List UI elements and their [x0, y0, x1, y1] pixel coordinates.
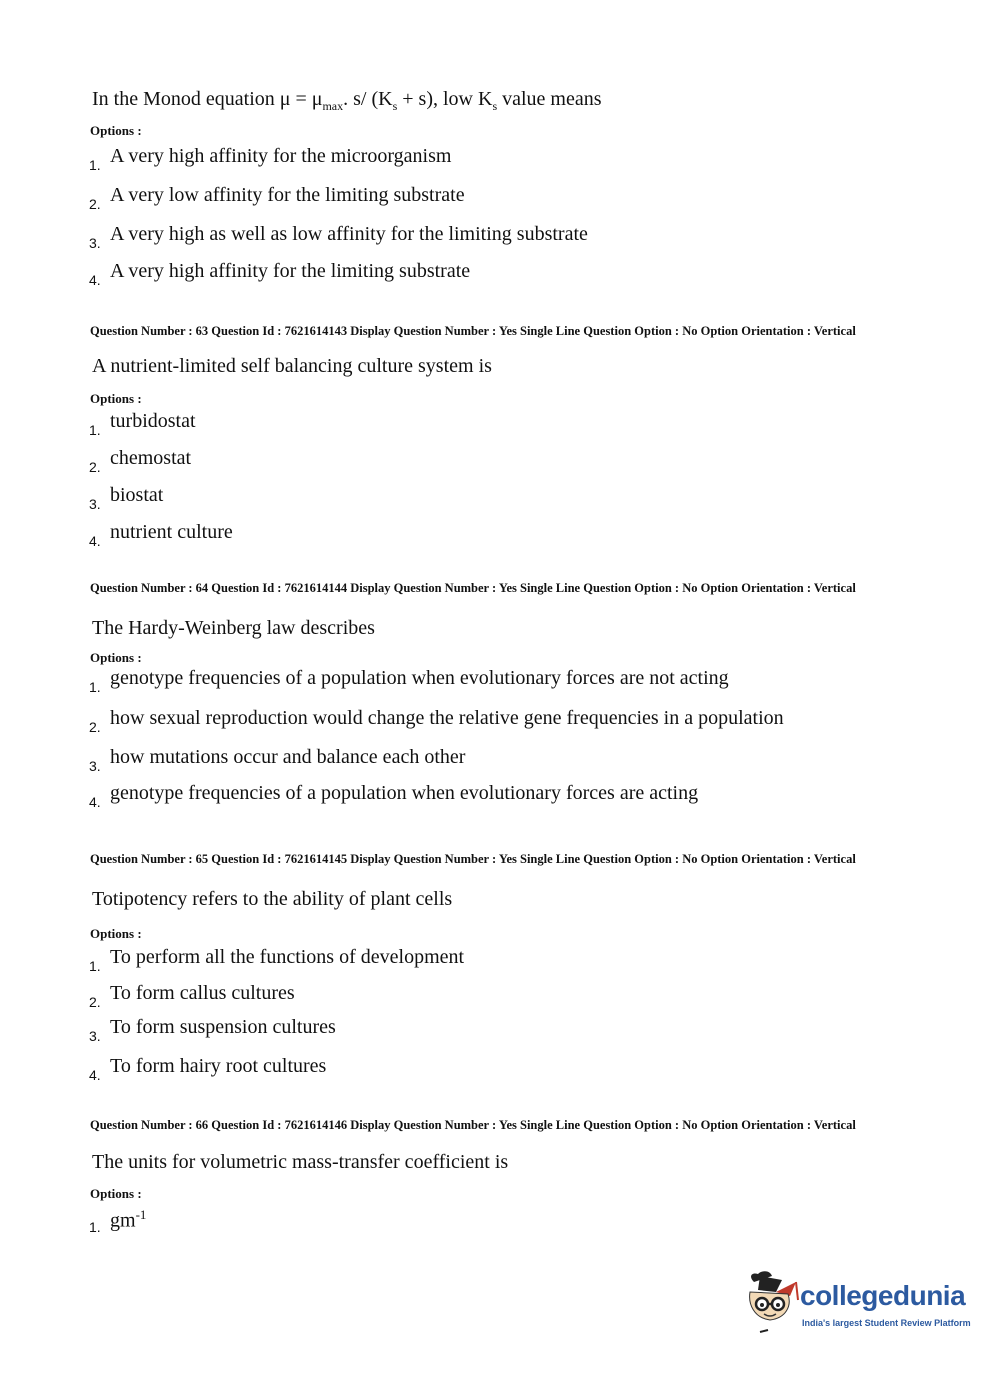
question-64-text: The Hardy-Weinberg law describes	[92, 617, 375, 639]
options-label: Options :	[90, 391, 142, 406]
question-65-meta: Question Number : 65 Question Id : 7621614145 Display Question Number : Yes Single Line Question Option : No Option Orientation : Vertical	[90, 852, 856, 866]
question-65-text: Totipotency refers to the ability of plant cells	[92, 888, 453, 910]
question-62-text: In the Monod equation $\mu = \mu_{max}$. s/ $(K_s + s)$, low $K_s$ value means	[92, 88, 602, 113]
student-mascot-icon	[742, 1270, 802, 1342]
options-label: Options :	[90, 1186, 142, 1201]
question-66-text: The units for volumetric mass-transfer coefficient is	[92, 1151, 509, 1173]
question-63-meta: Question Number : 63 Question Id : 7621614143 Display Question Number : Yes Single Line Question Option : No Option Orientation : Vertical	[90, 324, 856, 338]
logo-name: collegedunia	[800, 1280, 966, 1311]
collegedunia-logo[interactable]	[742, 1270, 972, 1345]
options-label: Options :	[90, 650, 142, 665]
logo-tagline: India's largest Student Review Platform	[802, 1318, 971, 1328]
question-63-text: A nutrient-limited self balancing culture system is	[92, 355, 492, 377]
options-label: Options :	[90, 926, 142, 941]
question-64-meta: Question Number : 64 Question Id : 7621614144 Display Question Number : Yes Single Line Question Option : No Option Orientation : Vertical	[90, 581, 856, 595]
question-66-meta: Question Number : 66 Question Id : 7621614146 Display Question Number : Yes Single Line Question Option : No Option Orientation : Vertical	[90, 1118, 856, 1132]
options-label: Options :	[90, 123, 142, 138]
